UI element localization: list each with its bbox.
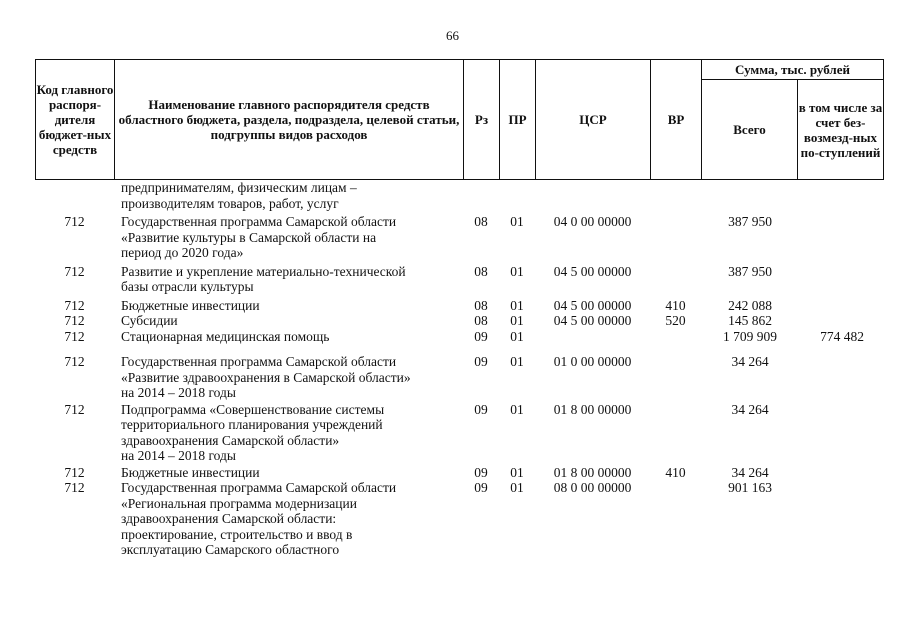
cell-name: предпринимателям, физическим лицам – производителям товаров, работ, услуг [121,180,357,211]
cell-pr: 01 [510,328,524,344]
cell-name: Бюджетные инвестиции [121,464,260,480]
cell-code: 712 [64,313,85,328]
cell-total: 387 950 [728,214,772,229]
cell-code: 712 [64,354,85,369]
cell-total: 34 264 [731,354,769,369]
header-sum-group: Сумма, тыс. рублей [702,60,884,80]
cell-pr: 01 [510,354,524,369]
cell-total: 1 709 909 [723,328,777,344]
cell-pr: 01 [510,401,524,417]
cell-vr: 410 [665,464,686,480]
table-row [35,402,883,464]
cell-total: 34 264 [731,464,769,480]
cell-total: 145 862 [728,313,772,328]
header-pr: ПР [500,60,536,180]
cell-gratis: 774 482 [820,328,864,344]
table-row [35,313,883,329]
cell-rz: 09 [474,480,488,495]
cell-code: 712 [64,464,85,480]
cell-name: Государственная программа Самарской области «Развитие здравоохранения в Самарской области» на 2014 – 2018 годы [121,354,411,400]
table-row [35,264,883,295]
cell-vr: 520 [665,313,686,328]
cell-csr: 08 0 00 00000 [553,480,632,495]
cell-code: 712 [64,263,85,279]
cell-name: Подпрограмма «Совершенствование системы территориального планирования учреждений здравоохранения Самарской области» на 2014 – 2018 годы [121,401,385,463]
cell-rz: 09 [474,354,488,369]
cell-csr: 04 5 00 00000 [553,313,632,328]
cell-total: 242 088 [728,297,772,313]
cell-code: 712 [64,401,85,417]
table-row [35,465,883,481]
cell-rz: 08 [474,297,488,313]
table-body [35,180,883,558]
cell-csr: 04 5 00 00000 [553,297,632,313]
cell-code: 712 [64,297,85,313]
table-row [35,329,883,345]
cell-name: Государственная программа Самарской области «Развитие культуры в Самарской области на период до 2020 года» [121,214,397,260]
cell-name: Государственная программа Самарской области «Региональная программа модернизации здравоохранения Самарской области: проектирование, строительство и ввод в эксплуатацию Самарского областного [121,480,397,557]
cell-rz: 09 [474,328,488,344]
cell-rz: 09 [474,401,488,417]
cell-pr: 01 [510,263,524,279]
cell-code: 712 [64,214,85,229]
cell-pr: 01 [510,297,524,313]
cell-name: Стационарная медицинская помощь [121,328,330,344]
header-name: Наименование главного распорядителя средств областного бюджета, раздела, подраздела, целевой статьи, подгруппы видов расходов [115,60,464,180]
cell-total: 387 950 [728,263,772,279]
cell-total: 34 264 [731,401,769,417]
header-rz: Рз [464,60,500,180]
cell-csr: 04 0 00 00000 [553,214,632,229]
header-code: Код главного распоря-дителя бюджет-ных средств [36,60,115,180]
table-row [35,354,883,401]
table-header [35,59,884,180]
cell-vr: 410 [665,297,686,313]
header-csr: ЦСР [536,60,651,180]
cell-name: Развитие и укрепление материально-технической базы отрасли культуры [121,263,406,294]
table-row [35,214,883,261]
cell-pr: 01 [510,480,524,495]
cell-total: 901 163 [728,480,772,495]
cell-csr: 01 0 00 00000 [553,354,632,369]
page-number: 66 [446,28,459,43]
cell-rz: 08 [474,214,488,229]
table-row [35,180,883,211]
cell-name: Бюджетные инвестиции [121,297,260,313]
table-row [35,298,883,314]
cell-csr: 01 8 00 00000 [553,464,632,480]
cell-pr: 01 [510,214,524,229]
cell-code: 712 [64,328,85,344]
cell-rz: 09 [474,464,488,480]
header-total: Всего [702,80,798,180]
cell-code: 712 [64,480,85,495]
cell-pr: 01 [510,464,524,480]
cell-rz: 08 [474,263,488,279]
cell-csr: 04 5 00 00000 [553,263,632,279]
table-row [35,480,883,558]
header-vr: ВР [651,60,702,180]
header-gratis: в том числе за счет без-возмезд-ных по-ступлений [798,80,884,180]
cell-pr: 01 [510,313,524,328]
cell-csr: 01 8 00 00000 [553,401,632,417]
cell-rz: 08 [474,313,488,328]
cell-name: Субсидии [121,313,178,328]
